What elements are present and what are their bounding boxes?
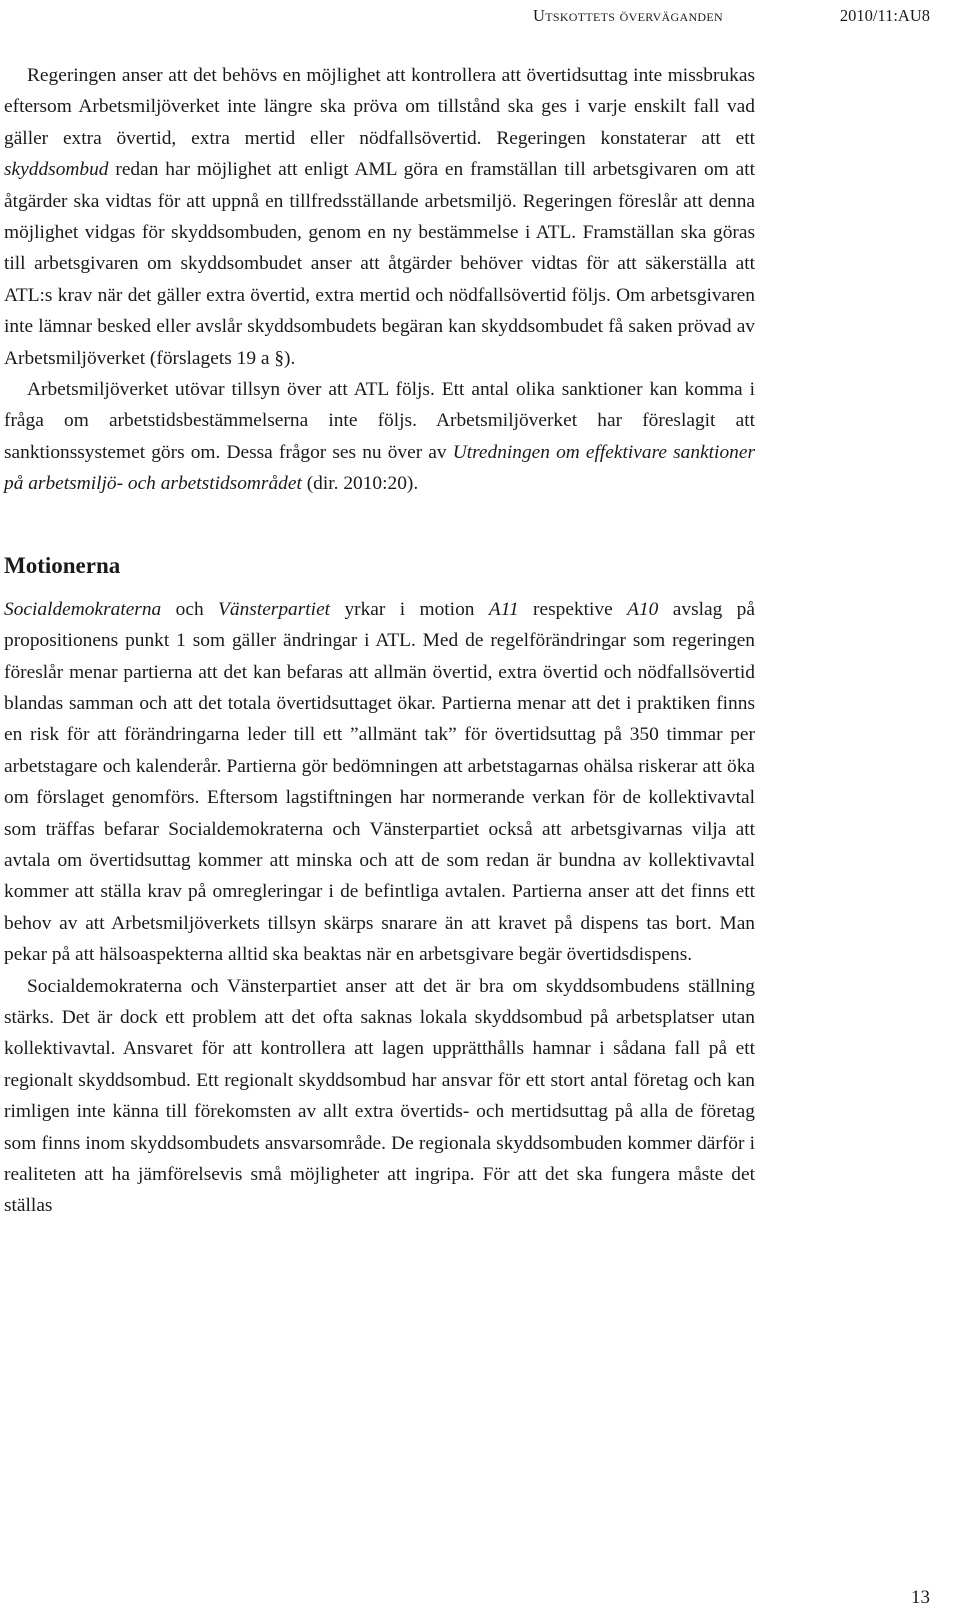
- body-paragraph: [4, 60, 755, 374]
- text-run: (dir. 2010:20).: [301, 473, 419, 495]
- emphasized-text-run: Socialdemokraterna: [4, 598, 162, 620]
- emphasized-text-run: skyddsombud: [4, 159, 109, 181]
- body-paragraph: [4, 971, 755, 1222]
- running-header: [0, 4, 960, 28]
- page-body: [4, 60, 755, 1222]
- emphasized-text-run: A11: [488, 598, 519, 620]
- running-header-section-title: Utskottets överväganden: [533, 6, 723, 25]
- text-run: Arbetsmiljöverket utövar tillsyn över att ATL följs. Ett antal olika sanktioner kan komma i fråga om arbetstidsbestämmelserna inte följs. Arbetsmiljöverket har föreslagit att sanktionssystemet görs om. Dessa frågor ses nu över av: [4, 379, 755, 463]
- text-run: Socialdemokraterna och Vänsterpartiet anser att det är bra om skyddsombudens ställning stärks. Det är dock ett problem att det ofta saknas lokala skyddsombud på arbetsplatser utan kollektivavtal. Ansvaret för att kontrollera att lagen upprätthålls hamnar i sådana fall på ett regionalt skyddsombud. Ett regionalt skyddsombud har ansvar för ett stort antal företag och kan rimligen inte känna till förekomsten av allt extra övertids- och mertidsuttag på alla de företag som finns inom skyddsombudets ansvarsområde. De regionala skyddsombuden kommer därför i realiteten att ha jämförelsevis små möjligheter att ingripa. För att det ska fungera måste det ställas: [4, 975, 755, 1217]
- text-run: Regeringen anser att det behövs en möjlighet att kontrollera att övertidsuttag inte missbrukas eftersom Arbetsmiljöverket inte längre ska pröva om tillstånd ska ges i varje enskilt fall vad gäller extra övertid, extra mertid eller nödfallsövertid. Regeringen konstaterar att ett: [4, 65, 755, 149]
- text-run: redan har möjlighet att enligt AML göra en framställan till arbetsgivaren om att åtgärder ska vidtas för att uppnå en tillfredsställande arbetsmiljö. Regeringen föreslår att denna möjlighet vidgas för skyddsombuden, genom en ny bestämmelse i ATL. Framställan ska göras till arbetsgivaren om skyddsombudet anser att åtgärder behöver vidtas för att säkerställa att ATL:s krav när det gäller extra övertid, extra mertid och nödfallsövertid följs. Om arbetsgivaren inte lämnar besked eller avslår skyddsombudets begäran kan skyddsombudet få saken prövad av Arbetsmiljöverket (förslagets 19 a §).: [4, 159, 755, 369]
- body-paragraph: [4, 374, 755, 500]
- text-run: yrkar i motion: [330, 598, 489, 620]
- running-header-document-id: 2010/11:AU8: [839, 6, 930, 25]
- section-heading: Motionerna: [4, 552, 121, 578]
- page-number: 13: [911, 1587, 930, 1608]
- text-run: respektive: [518, 598, 628, 620]
- text-run: avslag på propositionens punkt 1 som gäller ändringar i ATL. Med de regelförändringar som regeringen föreslår menar partierna att det kan befaras att allmän övertid, extra övertid och nödfallsövertid blandas samman och att det totala övertidsuttaget ökar. Partierna menar att det i praktiken finns en risk för att förändringarna leder till ett ”allmänt tak” för övertidsuttag på 350 timmar per arbetstagare och kalenderår. Partierna gör bedömningen att arbetstagarnas ohälsa riskerar att öka om förslaget genomförs. Eftersom lagstiftningen har normerande verkan för de kollektivavtal som träffas befarar Socialdemokraterna och Vänsterpartiet också att arbetsgivarnas vilja att avtala om övertidsuttag kommer att minska och att de som redan är bundna av kollektivavtal kommer att ställa krav på omregleringar i de befintliga avtalen. Partierna anser att det finns ett behov av att Arbetsmiljöverkets tillsyn skärps snarare än att kravet på dispens tas bort. Man pekar på att hälsoaspekterna alltid ska beaktas när en arbetsgivare begär övertidsdispens.: [4, 598, 755, 966]
- emphasized-text-run: Utredningen om effektivare sanktioner på arbetsmiljö- och arbetstidsområdet: [4, 441, 755, 495]
- emphasized-text-run: Vänsterpartiet: [218, 598, 331, 620]
- emphasized-text-run: A10: [627, 598, 659, 620]
- text-run: och: [161, 598, 219, 620]
- body-paragraph: [4, 594, 755, 971]
